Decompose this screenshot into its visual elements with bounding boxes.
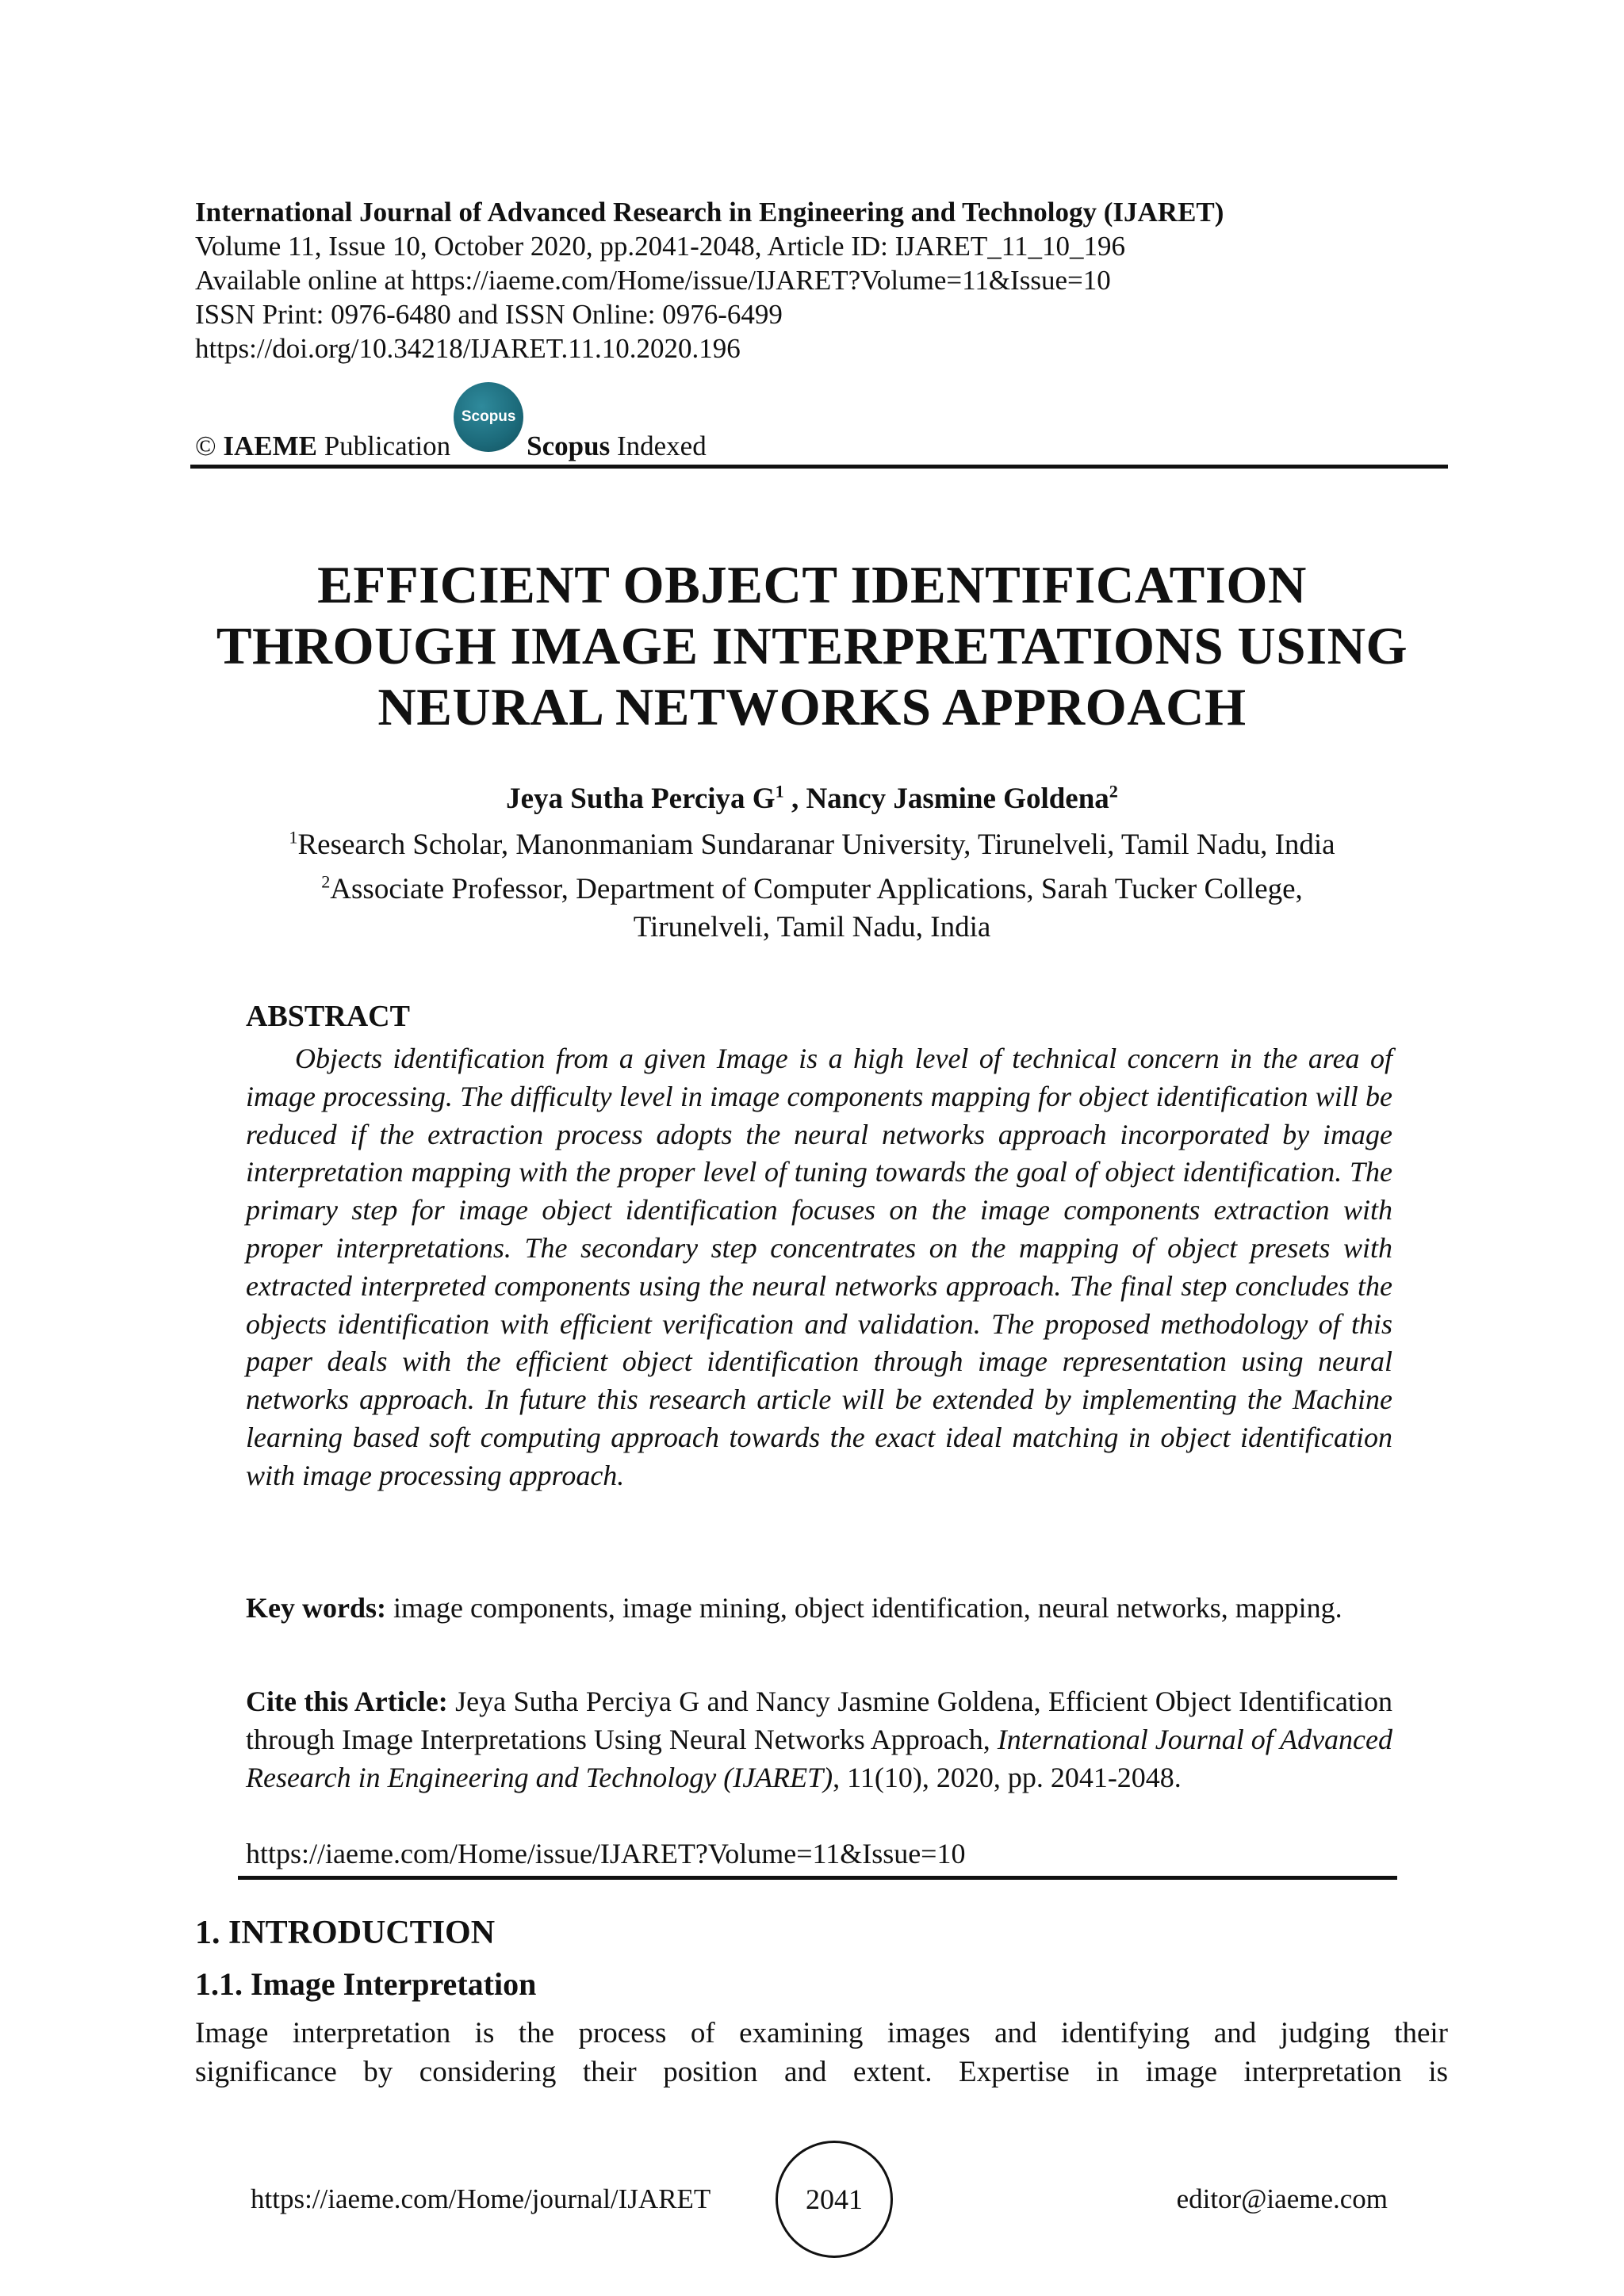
scopus-logo-icon: Scopus [454, 382, 523, 452]
journal-title: International Journal of Advanced Research in Engineering and Technology (IJARET) [195, 197, 1224, 228]
page-number: 2041 [776, 2141, 893, 2258]
publisher-label: Publication [324, 430, 451, 461]
affiliation-1-text: Research Scholar, Manonmaniam Sundaranar University, Tirunelveli, Tamil Nadu, India [297, 828, 1335, 861]
affiliation-1 [159, 826, 1465, 864]
title-line-3: NEURAL NETWORKS APPROACH [377, 678, 1247, 737]
affiliation-2-line-2: Tirunelveli, Tamil Nadu, India [633, 911, 991, 943]
citation [246, 1682, 1392, 1797]
keywords-text: image components, image mining, object identification, neural networks, mapping. [385, 1592, 1342, 1624]
affiliation-2-line-1: Associate Professor, Department of Computer Applications, Sarah Tucker College, [330, 873, 1303, 905]
author-1-affil-mark: 1 [775, 781, 784, 802]
subsection-heading-image-interpretation: 1.1. Image Interpretation [195, 1966, 537, 2002]
scopus-label: Scopus [527, 430, 611, 461]
citation-url-link[interactable]: https://iaeme.com/Home/issue/IJARET?Volume=11&Issue=10 [246, 1838, 966, 1869]
author-2-affil-mark: 2 [1109, 781, 1118, 802]
issn-line: ISSN Print: 0976-6480 and ISSN Online: 0976-6499 [195, 299, 783, 330]
affiliation-1-mark: 1 [289, 827, 298, 848]
abstract-heading: ABSTRACT [246, 1000, 410, 1033]
citation-details: , 11(10), 2020, pp. 2041-2048. [833, 1762, 1182, 1793]
indexed-label: Indexed [616, 430, 707, 461]
author-list [159, 781, 1465, 817]
keywords [246, 1589, 1392, 1627]
intro-line-1: Image interpretation is the process of examining images and identifying and judging their [195, 2017, 1448, 2049]
intro-line-2: significance by considering their position and extent. Expertise in image interpretation is [195, 2056, 1448, 2088]
introduction-paragraph [195, 2014, 1448, 2091]
header-divider [190, 465, 1448, 469]
title-line-1: EFFICIENT OBJECT IDENTIFICATION [317, 556, 1307, 614]
author-separator: , [783, 783, 806, 815]
author-1: Jeya Sutha Perciya G [506, 783, 776, 815]
keywords-label: Key words: [246, 1592, 386, 1624]
citation-label: Cite this Article: [246, 1686, 448, 1717]
affiliation-2 [159, 871, 1465, 947]
publisher-name: IAEME [223, 430, 317, 461]
available-online-line: Available online at https://iaeme.com/Home/issue/IJARET?Volume=11&Issue=10 [195, 265, 1111, 296]
citation-text: Jeya Sutha Perciya G and Nancy Jasmine Goldena, Efficient Object Identification through Image Interpretations Using Neural Networks Approach, [246, 1686, 1393, 1755]
publication-line [195, 408, 707, 480]
abstract-text: Objects identification from a given Image is a high level of technical concern in the area of image processing. The difficulty level in image components mapping for object identification will be reduced if the extraction process adopts the neural networks approach incorporated by image interpretation mapping with the proper level of tuning towards the goal of object identification. The primary step for image object identification focuses on the image components extraction with proper interpretations. The secondary step concentrates on the mapping of object presets with extracted interpreted components using the neural networks approach. The final step concludes the objects identification with efficient verification and validation. The proposed methodology of this paper deals with the efficient object identification through image representation using neural networks approach. In future this research article will be extended by implementing the Machine learning based soft computing approach towards the exact ideal matching in object identification with image processing approach. [246, 1043, 1392, 1491]
author-2: Nancy Jasmine Goldena [806, 783, 1109, 815]
footer-email-link[interactable]: editor@iaeme.com [1176, 2183, 1388, 2214]
doi-link[interactable]: https://doi.org/10.34218/IJARET.11.10.2020.196 [195, 333, 741, 364]
affiliation-2-mark: 2 [321, 871, 331, 892]
journal-header [195, 195, 1448, 365]
title-line-2: THROUGH IMAGE INTERPRETATIONS USING [216, 617, 1408, 675]
copyright-mark: © [195, 430, 216, 461]
citation-journal: International Journal of Advanced Research in Engineering and Technology (IJARET) [246, 1724, 1393, 1793]
section-heading-introduction: 1. INTRODUCTION [195, 1915, 496, 1951]
footer-journal-link[interactable]: https://iaeme.com/Home/journal/IJARET [251, 2183, 711, 2214]
abstract-divider [238, 1876, 1397, 1880]
volume-line: Volume 11, Issue 10, October 2020, pp.2041-2048, Article ID: IJARET_11_10_196 [195, 231, 1126, 262]
paper-title [159, 555, 1465, 738]
